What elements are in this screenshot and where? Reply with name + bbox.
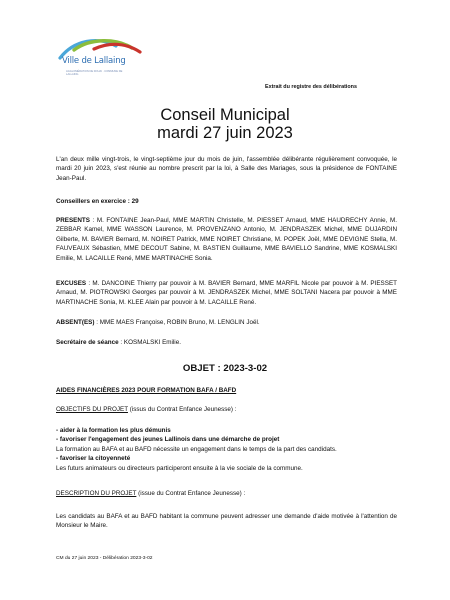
absents-text: : MME MAES Françoise, ROBIN Bruno, M. LENGLIN Joël.: [94, 319, 260, 326]
description-text: (issue du Contrat Enfance Jeunesse) :: [136, 490, 246, 497]
objectifs-list: [56, 426, 397, 445]
presents-text: : M. FONTAINE Jean-Paul, MME MARTIN Christelle, M. PIESSET Arnaud, MME HAUDRECHY Annie, M. ZEBBAR Kamel, MME WASSON Laurence, M. PROVENZANO Antonio, M. JENDRASZEK Michel, MME DUJARDIN Gilberte, M. BAVIER Bernard, M. NOIRET Patrick, MME NOIRET Christiane, M. POPEK Joël, MME DEVIGNE Stella, M. FAUVEAUX Sébastien, MME DECOUT Sabine, M. BASTIEN Guillaume, MME BAVIELLO Sandrine, MME KOSMALSKI Emilie, M. LACAILLE René, MME MARTINACHE Sonia.: [56, 217, 397, 262]
objectifs-label: OBJECTIFS DU PROJET: [56, 406, 128, 413]
intro-paragraph: L'an deux mille vingt-trois, le vingt-septième jour du mois de juin, l'assemblée délibérante régulièrement convoquée, le mardi 20 juin 2023, s'est réunie au nombre prescrit par la loi, à Salle des Mariages, sous la présidence de FONTAINE Jean-Paul.: [56, 156, 397, 182]
absents-label: ABSENT(ES): [56, 319, 95, 326]
candidats-paragraph: Les candidats au BAFA et au BAFD habitant la commune peuvent adresser une demande d'aide motivée à l'attention de Monsieur le Maire.: [56, 513, 397, 530]
description-label: DESCRIPTION DU PROJET: [56, 490, 137, 497]
excuses-label: EXCUSES: [56, 280, 87, 287]
meeting-date: mardi 27 juin 2023: [157, 124, 293, 142]
secretaire-text: : KOSMALSKI Emilie.: [118, 339, 181, 346]
secretaire-label: Secrétaire de séance: [56, 339, 119, 346]
extrait-label: Extrait du registre des délibérations: [265, 84, 357, 90]
animateurs-text: Les futurs animateurs ou directeurs participeront ensuite à la vie sociale de la commune.: [56, 464, 303, 472]
formation-text: La formation au BAFA et au BAFD nécessite un engagement dans le temps de la part des candidats.: [56, 445, 337, 453]
city-logo: [54, 36, 154, 98]
secretaire-paragraph: [56, 338, 397, 347]
logo-tagline: AGGLOMÉRATION DE DOUAI · COMMUNE DE LALLAING: [66, 70, 123, 77]
excuses-text: : M. DANCOINE Thierry par pouvoir à M. BAVIER Bernard, MME MARFIL Nicole par pouvoir à M. PIESSET Arnaud, M. PIOTROWSKI Georges par pouvoir à M. JENDRASZEK Michel, MME SOLTANI Nacera par pouvoir à MME MARTINACHE Sonia, M. KLEE Alain par pouvoir à M. LACAILLE René.: [56, 280, 397, 306]
objectifs-text: (issus du Contrat Enfance Jeunesse) :: [127, 406, 237, 413]
objectifs-heading: [56, 405, 397, 414]
conseillers-count: Conseillers en exercice : 29: [56, 198, 139, 205]
page-title: Conseil Municipal: [160, 106, 290, 124]
page-footer: CM du 27 juin 2023 - Délibération 2023-3-02: [56, 556, 153, 561]
citoyennete-item: - favoriser la citoyenneté: [56, 455, 131, 463]
logo-name: Ville de Lallaing: [62, 56, 126, 66]
absents-paragraph: [56, 318, 397, 327]
presents-paragraph: [56, 216, 397, 263]
presents-label: PRESENTS: [56, 217, 90, 224]
objectif-item-1: - aider à la formation les plus démunis: [56, 427, 171, 434]
objectif-item-2: - favoriser l'engagement des jeunes Lallinois dans une démarche de projet: [56, 436, 280, 444]
description-heading: [56, 489, 397, 498]
objet-heading: OBJET : 2023-3-02: [182, 363, 268, 374]
excuses-paragraph: [56, 279, 397, 307]
aides-title: AIDES FINANCIÈRES 2023 POUR FORMATION BAFA / BAFD: [56, 387, 237, 394]
